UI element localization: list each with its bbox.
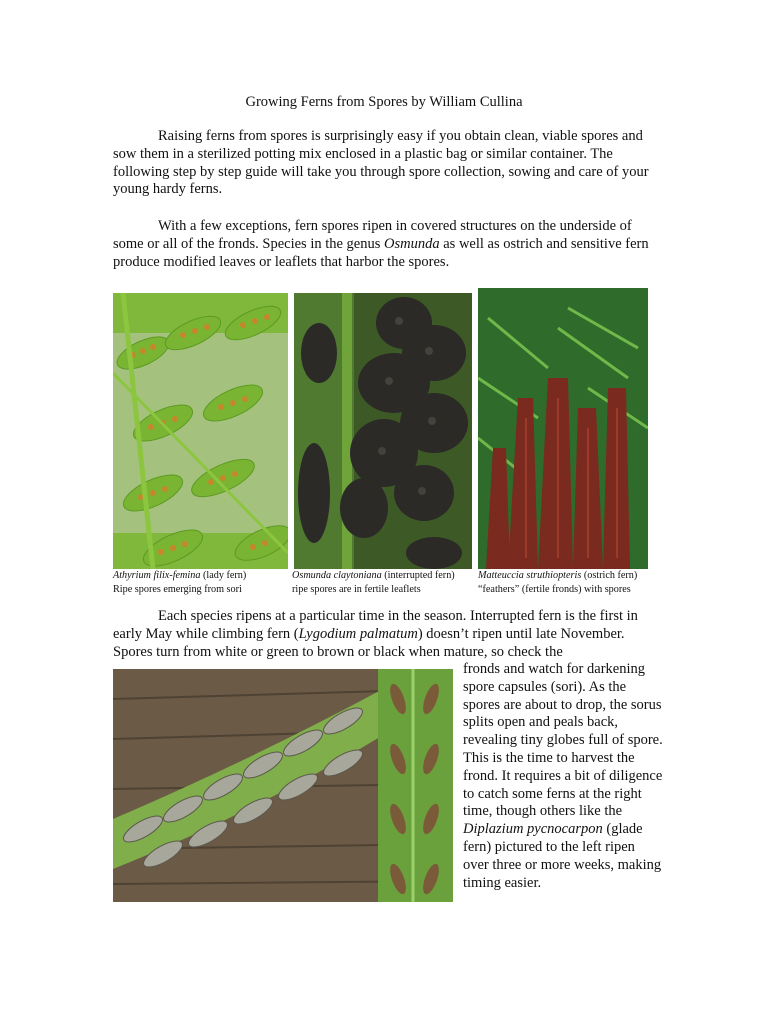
interrupted-fern-photo (294, 293, 472, 569)
caption-ostrich-fern (478, 569, 637, 583)
ostrich-fern-photo (478, 288, 648, 569)
caption-interrupted-fern-line2: ripe spores are in fertile leaflets (292, 584, 421, 595)
intro-text: Raising ferns from spores is surprisingly easy if you obtain clean, viable spores and sow them in a sterilized potting mix enclosed in a plastic bag or similar container. The following step by step guide will take you through spore collection, sowing and care of your young hardy ferns. (113, 128, 649, 198)
p2-genus: Osmunda (384, 235, 440, 252)
caption-species: Athyrium filix-femina (113, 570, 201, 581)
caption-species: Osmunda claytoniana (292, 570, 382, 581)
ripening-paragraph (113, 608, 653, 661)
page-title: Growing Ferns from Spores by William Cullina (245, 94, 523, 110)
caption-common: (lady fern) (200, 570, 247, 581)
caption-interrupted-fern (292, 569, 455, 583)
caption-common: (interrupted fern) (381, 570, 455, 581)
caption-lady-fern-line2: Ripe spores emerging from sori (113, 584, 242, 595)
p3-text-b: ) doesn’t ripen until late November. Spores turn from white or green to brown or black when mature, so check the (113, 625, 625, 660)
lady-fern-photo (113, 293, 288, 569)
wrap-species: Diplazium pycnocarpon (463, 821, 603, 838)
p3-species: Lygodium palmatum (298, 625, 418, 642)
spore-structures-paragraph (113, 218, 653, 271)
caption-lady-fern (113, 569, 246, 583)
caption-ostrich-fern-line2: “feathers” (fertile fronds) with spores (478, 584, 631, 595)
wrap-text-b: (glade fern) pictured to the left ripen over three or more weeks, making timing easier. (463, 821, 662, 891)
harvest-paragraph (463, 661, 663, 892)
p2-text-b: as well as ostrich and sensitive fern produce modified leaves or leaflets that harbor the spores. (113, 235, 649, 270)
glade-fern-photo (113, 669, 453, 902)
p2-text-a: With a few exceptions, fern spores ripen in covered structures on the underside of some or all of the fronds. Species in the genus (113, 218, 632, 252)
intro-paragraph (113, 128, 653, 199)
caption-common: (ostrich fern) (581, 570, 638, 581)
p3-text-a: Each species ripens at a particular time in the season. Interrupted fern is the first in early May while climbing fern ( (113, 608, 638, 642)
wrap-text-a: fronds and watch for darkening spore capsules (sori). As the spores are about to drop, the sorus splits open and peals back, revealing tiny globes full of spore. This is the time to harvest the frond. It requires a bit of diligence to catch some ferns at the right time, though others like the (463, 661, 663, 820)
caption-species: Matteuccia struthiopteris (478, 570, 582, 581)
